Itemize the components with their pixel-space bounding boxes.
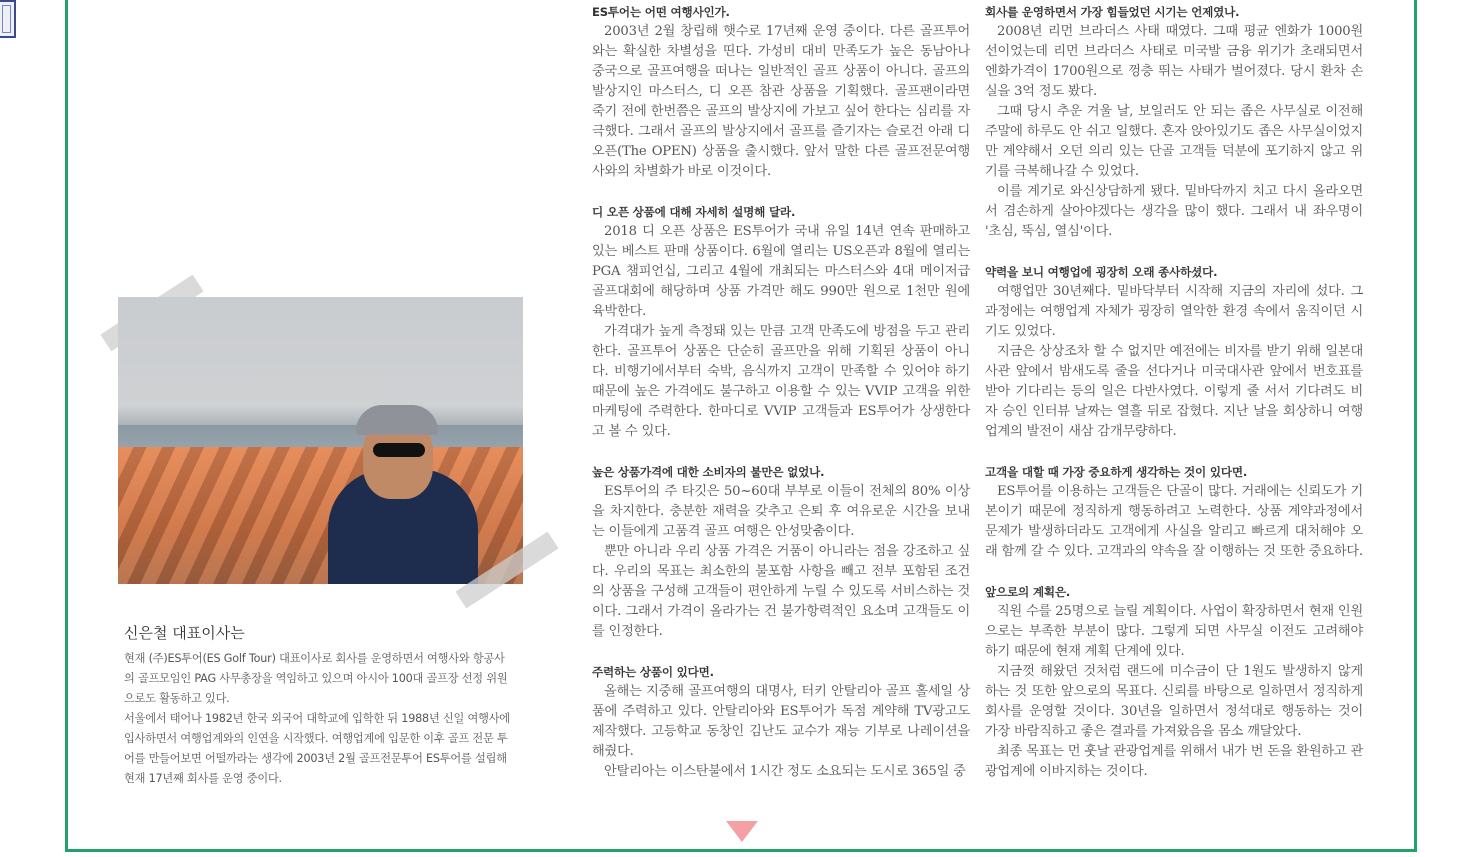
answer-paragraph: 올해는 지중해 골프여행의 대명사, 터키 안탈리아 골프 홀세일 상품에 주력하고 있다. 안탈리아와 ES투어가 독점 계약해 TV광고도 제작했다. 고등학교 동창인 김난도 교수가 재능 기부로 나레이션을 해줬다.: [592, 684, 970, 759]
answer-paragraph: ES투어의 주 타깃은 50~60대 부부로 이들이 전체의 80% 이상을 차지한다. 충분한 재력을 갖추고 은퇴 후 여유로운 시간을 보내는 이들에게 고품격 골프 여행은 안성맞춤이다.: [592, 484, 970, 539]
qa-section: [985, 262, 1363, 442]
question-heading: 주력하는 상품이 있다면.: [592, 665, 714, 679]
answer-paragraph: 2003년 2월 창립해 햇수로 17년째 운영 중이다. 다른 골프투어와는 확실한 차별성을 띤다. 가성비 대비 만족도가 높은 동남아나 중국으로 골프여행을 떠나는 일반적인 골프 상품이 아니다. 골프의 발상지인 마스터스, 디 오픈 참관 상품을 기획했다. 골프팬이라면 죽기 전에 한번쯤은 골프의 발상지에 가보고 싶어 한다는 심리를 자극했다. 그래서 골프의 발상지에서 골프를 즐기자는 슬로건 아래 디 오픈(The OPEN) 상품을 출시했다. 앞서 말한 다른 골프전문여행사와의 차별화가 바로 이것이다.: [592, 24, 970, 179]
question-heading: 고객을 대할 때 가장 중요하게 생각하는 것이 있다면.: [985, 465, 1248, 479]
answer-paragraph: 지금은 상상조차 할 수 없지만 예전에는 비자를 받기 위해 일본대사관 앞에서 밤새도록 줄을 선다거나 미국대사관 앞에서 번호표를 받아 기다리는 등의 일은 다반사였다. 이렇게 줄 서서 기다려도 비자 승인 인터뷰 날짜는 열흘 뒤로 잡혔다. 지난 날을 회상하니 여행업계의 발전이 새삼 감개무량하다.: [985, 344, 1363, 439]
question-heading: 회사를 운영하면서 가장 힘들었던 시기는 언제였나.: [985, 5, 1240, 19]
question-heading: 앞으로의 계획은.: [985, 585, 1071, 599]
answer-paragraph: 지금껏 해왔던 것처럼 랜드에 미수금이 단 1원도 발생하지 않게 하는 것 또한 앞으로의 목표다. 신뢰를 바탕으로 일하면서 정직하게 회사를 운영할 것이다. 30년을 일하면서 정석대로 행동하는 것이 가장 바람직하고 좋은 결과를 가져왔음을 몸소 깨달았다.: [985, 664, 1363, 739]
page-thumbnail-icon[interactable]: [0, 0, 16, 38]
answer-paragraph: 2008년 리먼 브라더스 사태 때였다. 그때 평균 엔화가 1000원 선이었는데 리먼 브라더스 사태로 미국발 금융 위기가 초래되면서 엔화가격이 1700원으로 껑충 뛰는 사태가 벌어졌다. 당시 환차 손실을 3억 정도 봤다.: [985, 24, 1363, 99]
answer-paragraph: 안탈리아는 이스탄불에서 1시간 정도 소요되는 도시로 365일 중: [604, 764, 966, 779]
qa-section: [592, 662, 970, 782]
answer-paragraph: 그때 당시 추운 겨울 날, 보일러도 안 되는 좁은 사무실로 이전해 주말에 하루도 안 쉬고 일했다. 혼자 앉아있기도 좁은 사무실이었지만 계약해서 오던 의리 있는 단골 고객들 덕분에 포기하지 않고 위기를 극복해나갈 수 있었다.: [985, 104, 1363, 179]
answer-paragraph: 직원 수를 25명으로 늘릴 계획이다. 사업이 확장하면서 현재 인원으로는 부족한 부분이 많다. 그렇게 되면 사무실 이전도 고려해야 하기 때문에 현재 계획 단계에 있다.: [985, 604, 1363, 659]
answer-paragraph: 뿐만 아니라 우리 상품 가격은 거품이 아니라는 점을 강조하고 싶다. 우리의 목표는 최소한의 불포함 사항을 빼고 전부 포함된 조건의 상품을 구성해 고객들이 편안하게 누릴 수 있도록 서비스하는 것이다. 그래서 가격이 올라가는 건 불가항력적인 요소며 고객들도 이를 인정한다.: [592, 544, 970, 639]
qa-section: [592, 202, 970, 442]
interview-column-1: [592, 2, 970, 802]
qa-section: [592, 462, 970, 642]
qa-section: [985, 2, 1363, 242]
question-heading: 디 오픈 상품에 대해 자세히 설명해 달라.: [592, 205, 796, 219]
question-heading: 높은 상품가격에 대한 소비자의 불만은 없었나.: [592, 465, 825, 479]
answer-paragraph: 2018 디 오픈 상품은 ES투어가 국내 유일 14년 연속 판매하고 있는 베스트 판매 상품이다. 6월에 열리는 US오픈과 8월에 열리는 PGA 챔피언십, 그리고 4월에 개최되는 마스터스와 4대 메이저급 골프대회에 해당하며 상품 가격만 해도 990만 원으로 1천만 원에 육박한다.: [592, 224, 970, 319]
qa-section: [592, 2, 970, 182]
qa-section: [985, 462, 1363, 562]
ceo-bio: [124, 622, 514, 789]
answer-paragraph: 최종 목표는 먼 훗날 관광업계를 위해서 내가 번 돈을 환원하고 관광업계에 이바지하는 것이다.: [985, 744, 1363, 779]
bio-paragraph: 서울에서 태어나 1982년 한국 외국어 대학교에 입학한 뒤 1988년 신일 여행사에 입사하면서 여행업계와의 인연을 시작했다. 여행업계에 입문한 이후 골프 전문 투어를 만들어보면 어떨까라는 생각에 2003년 2월 골프전문투어 ES투어를 설립해 현재 17년째 회사를 운영 중이다.: [124, 712, 510, 785]
answer-paragraph: 이를 계기로 와신상담하게 됐다. 밑바닥까지 치고 다시 올라오면서 겸손하게 살아야겠다는 생각을 많이 했다. 그래서 내 좌우명이 '초심, 뚝심, 열심'이다.: [985, 184, 1363, 239]
qa-section: [985, 582, 1363, 782]
bio-title: 신은철 대표이사는: [124, 624, 245, 642]
answer-paragraph: ES투어를 이용하는 고객들은 단골이 많다. 거래에는 신뢰도가 기본이기 때문에 정직하게 행동하려고 노력한다. 상품 계약과정에서 문제가 발생하더라도 고객에게 사실을 알리고 빠르게 대처해야 오래 함께 갈 수 있다. 고객과의 약속을 잘 이행하는 것 또한 중요하다.: [985, 484, 1363, 559]
portrait-photo: [118, 297, 523, 584]
question-heading: 약력을 보니 여행업에 굉장히 오래 종사하셨다.: [985, 265, 1218, 279]
down-triangle-icon[interactable]: [726, 821, 758, 842]
answer-paragraph: 여행업만 30년째다. 밑바닥부터 시작해 지금의 자리에 섰다. 그 과정에는 여행업계 자체가 굉장히 열악한 환경 속에서 움직이던 시기도 있었다.: [985, 284, 1363, 339]
bio-paragraph: 현재 (주)ES투어(ES Golf Tour) 대표이사로 회사를 운영하면서 여행사와 항공사의 골프모임인 PAG 사무총장을 역임하고 있으며 아시아 100대 골프장 선정 위원으로도 활동하고 있다.: [124, 652, 508, 705]
interview-column-2: [985, 2, 1363, 802]
answer-paragraph: 가격대가 높게 측정돼 있는 만큼 고객 만족도에 방점을 두고 관리한다. 골프투어 상품은 단순히 골프만을 위해 기획된 상품이 아니다. 비행기에서부터 숙박, 음식까지 고객이 만족할 수 있어야 하기 때문에 높은 가격에도 불구하고 이용할 수 있는 VVIP 고객을 위한 마케팅에 주력한다. 한마디로 VVIP 고객들과 ES투어가 상생한다고 볼 수 있다.: [592, 324, 970, 439]
question-heading: ES투어는 어떤 여행사인가.: [592, 5, 730, 19]
